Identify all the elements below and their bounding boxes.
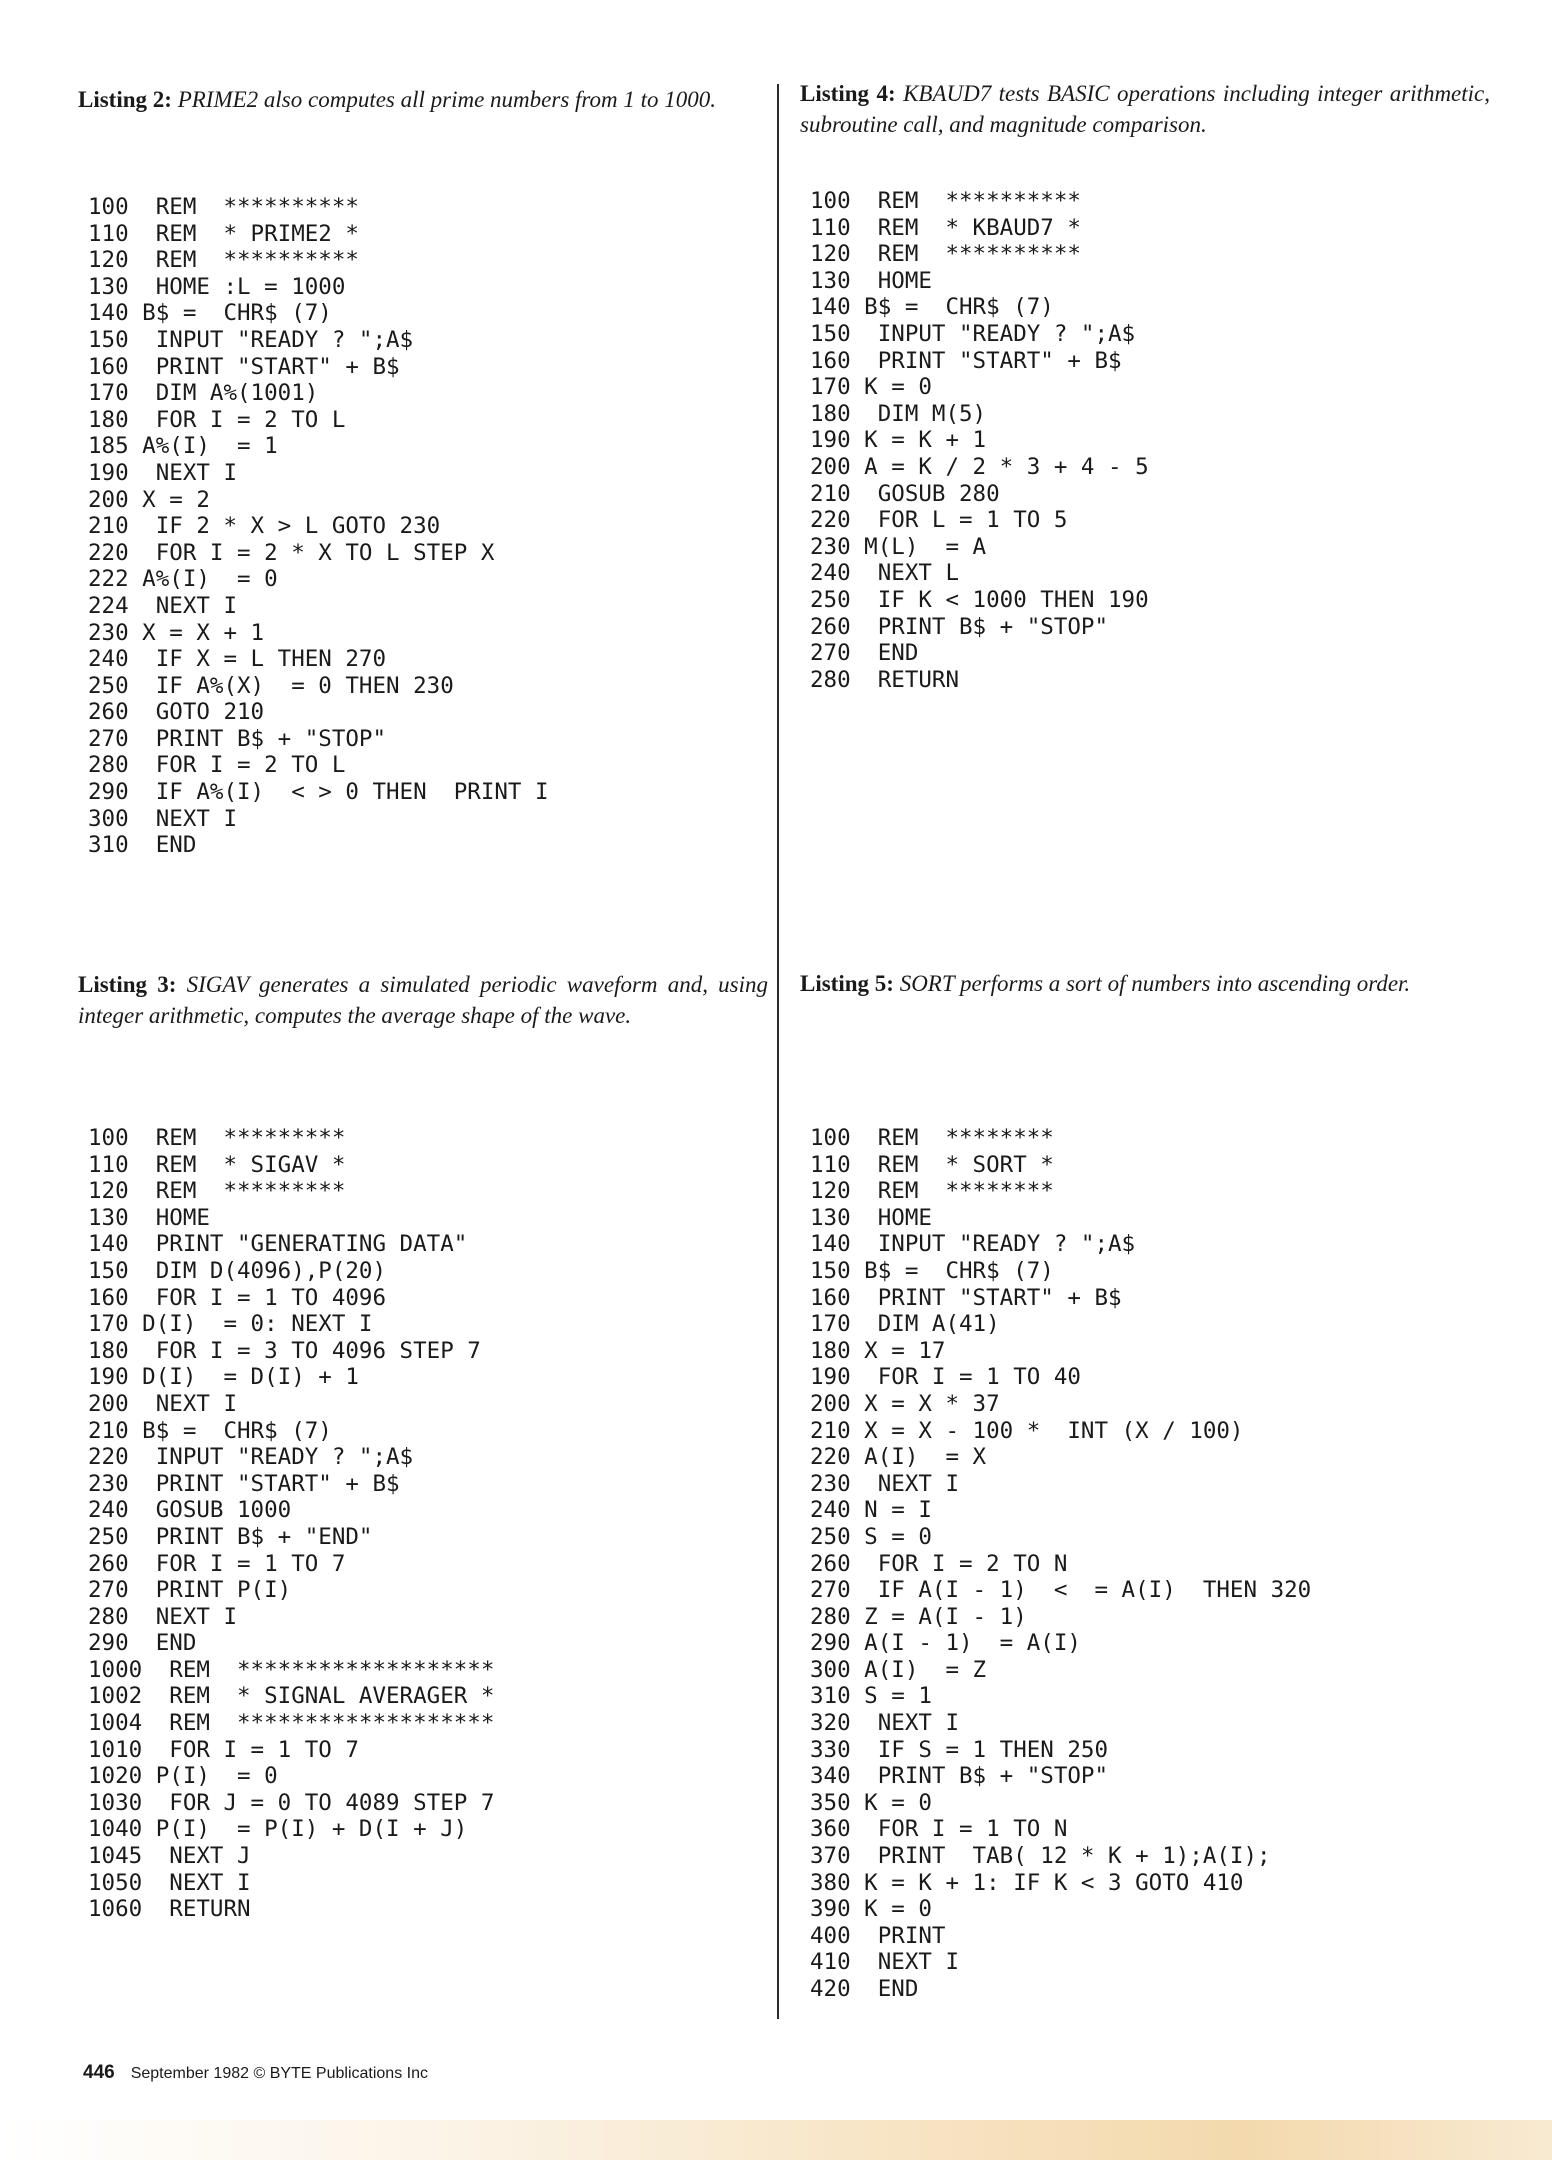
code-line: 370 PRINT TAB( 12 * K + 1);A(I); <box>810 1843 1271 1870</box>
code-line: 150 DIM D(4096),P(20) <box>88 1257 387 1284</box>
code-line: 280 Z = A(I - 1) <box>810 1603 1027 1630</box>
listing-2-caption-text: PRIME2 also computes all prime numbers from 1 to 1000. <box>177 87 717 112</box>
listing-5-caption-text: SORT performs a sort of numbers into ascending order. <box>899 971 1411 996</box>
column-divider <box>777 84 779 2019</box>
code-line: 310 S = 1 <box>810 1683 932 1710</box>
code-line: 190 FOR I = 1 TO 40 <box>810 1364 1081 1391</box>
code-line: 130 HOME <box>810 267 932 294</box>
code-line: 290 END <box>88 1630 197 1657</box>
code-line: 210 IF 2 * X > L GOTO 230 <box>88 513 441 540</box>
code-line: 1040 P(I) = P(I) + D(I + J) <box>88 1816 468 1843</box>
code-line: 200 A = K / 2 * 3 + 4 - 5 <box>810 453 1149 480</box>
code-line: 280 FOR I = 2 TO L <box>88 752 346 779</box>
code-line: 130 HOME <box>88 1204 210 1231</box>
code-line: 140 B$ = CHR$ (7) <box>810 294 1054 321</box>
listing-4-code <box>810 188 1149 693</box>
code-line: 180 FOR I = 2 TO L <box>88 406 346 433</box>
code-line: 222 A%(I) = 0 <box>88 566 278 593</box>
code-line: 270 PRINT B$ + "STOP" <box>88 725 387 752</box>
listing-3-code <box>88 1125 494 1923</box>
code-line: 300 NEXT I <box>88 805 238 832</box>
code-line: 1002 REM * SIGNAL AVERAGER * <box>88 1683 495 1710</box>
listing-5-code <box>810 1125 1311 2003</box>
listing-2-label: Listing 2: <box>78 87 172 112</box>
code-line: 220 FOR L = 1 TO 5 <box>810 507 1068 534</box>
listing-2 <box>78 84 768 859</box>
code-line: 100 REM ********** <box>88 194 359 220</box>
code-line: 260 PRINT B$ + "STOP" <box>810 613 1109 640</box>
paper-stain <box>0 2120 1552 2160</box>
listing-3-caption-text: SIGAV generates a simulated periodic waveform and, using integer arithmetic, computes the average shape of the wave. <box>78 972 768 1028</box>
code-line: 350 K = 0 <box>810 1789 932 1816</box>
listing-5-label: Listing 5: <box>800 971 894 996</box>
code-line: 100 REM ********* <box>88 1125 346 1151</box>
code-line: 180 FOR I = 3 TO 4096 STEP 7 <box>88 1337 481 1364</box>
code-line: 140 PRINT "GENERATING DATA" <box>88 1231 468 1258</box>
code-line: 330 IF S = 1 THEN 250 <box>810 1736 1109 1763</box>
code-line: 250 S = 0 <box>810 1523 932 1550</box>
code-line: 120 REM ********* <box>88 1178 346 1205</box>
code-line: 210 GOSUB 280 <box>810 480 1000 507</box>
code-line: 185 A%(I) = 1 <box>88 433 278 460</box>
code-line: 270 END <box>810 640 919 667</box>
code-line: 270 IF A(I - 1) < = A(I) THEN 320 <box>810 1577 1312 1604</box>
code-line: 160 PRINT "START" + B$ <box>810 347 1122 374</box>
code-line: 220 FOR I = 2 * X TO L STEP X <box>88 539 495 566</box>
code-line: 170 D(I) = 0: NEXT I <box>88 1311 373 1338</box>
code-line: 210 X = X - 100 * INT (X / 100) <box>810 1417 1244 1444</box>
code-line: 1050 NEXT I <box>88 1869 251 1896</box>
code-line: 400 PRINT <box>810 1922 946 1949</box>
code-line: 1000 REM ******************* <box>88 1656 495 1683</box>
code-line: 200 NEXT I <box>88 1390 238 1417</box>
listing-3 <box>78 969 768 1923</box>
code-line: 190 D(I) = D(I) + 1 <box>88 1364 359 1391</box>
code-line: 1004 REM ******************* <box>88 1710 495 1737</box>
code-line: 200 X = 2 <box>88 486 210 513</box>
code-line: 260 FOR I = 2 TO N <box>810 1550 1068 1577</box>
code-line: 1030 FOR J = 0 TO 4089 STEP 7 <box>88 1789 495 1816</box>
code-line: 130 HOME <box>810 1204 932 1231</box>
code-line: 300 A(I) = Z <box>810 1656 987 1683</box>
code-line: 310 END <box>88 832 197 859</box>
code-line: 1010 FOR I = 1 TO 7 <box>88 1736 359 1763</box>
code-line: 220 INPUT "READY ? ";A$ <box>88 1444 414 1471</box>
listing-5-caption <box>800 968 1490 999</box>
listing-3-label: Listing 3: <box>78 972 177 997</box>
listing-4-label: Listing 4: <box>800 81 896 106</box>
code-line: 180 X = 17 <box>810 1337 946 1364</box>
code-line: 280 RETURN <box>810 666 960 693</box>
code-line: 100 REM ********** <box>810 188 1081 214</box>
code-line: 170 DIM A(41) <box>810 1311 1000 1338</box>
code-line: 410 NEXT I <box>810 1949 960 1976</box>
code-line: 140 INPUT "READY ? ";A$ <box>810 1231 1136 1258</box>
code-line: 240 GOSUB 1000 <box>88 1497 292 1524</box>
code-line: 140 B$ = CHR$ (7) <box>88 300 332 327</box>
code-line: 160 FOR I = 1 TO 4096 <box>88 1284 387 1311</box>
code-line: 1060 RETURN <box>88 1896 251 1923</box>
code-line: 420 END <box>810 1976 919 2002</box>
listing-2-code <box>88 194 549 859</box>
listing-2-caption <box>78 84 768 115</box>
listing-4-caption <box>800 78 1490 140</box>
page-footer <box>83 2062 428 2084</box>
code-line: 390 K = 0 <box>810 1896 932 1923</box>
listing-3-caption <box>78 969 768 1031</box>
code-line: 170 K = 0 <box>810 374 932 401</box>
code-line: 150 INPUT "READY ? ";A$ <box>88 326 414 353</box>
code-line: 100 REM ******** <box>810 1125 1054 1151</box>
code-line: 120 REM ********** <box>810 241 1081 268</box>
code-line: 250 IF K < 1000 THEN 190 <box>810 586 1149 613</box>
code-line: 380 K = K + 1: IF K < 3 GOTO 410 <box>810 1869 1244 1896</box>
code-line: 230 PRINT "START" + B$ <box>88 1470 400 1497</box>
code-line: 220 A(I) = X <box>810 1444 987 1471</box>
listing-4 <box>800 78 1491 693</box>
code-line: 320 NEXT I <box>810 1710 960 1737</box>
code-line: 240 IF X = L THEN 270 <box>88 646 387 673</box>
code-line: 340 PRINT B$ + "STOP" <box>810 1763 1109 1790</box>
code-line: 250 PRINT B$ + "END" <box>88 1523 373 1550</box>
code-line: 130 HOME :L = 1000 <box>88 273 346 300</box>
code-line: 240 NEXT L <box>810 560 960 587</box>
code-line: 1045 NEXT J <box>88 1843 251 1870</box>
code-line: 160 PRINT "START" + B$ <box>810 1284 1122 1311</box>
code-line: 110 REM * KBAUD7 * <box>810 214 1081 241</box>
listing-5 <box>800 968 1490 2002</box>
footer-text: September 1982 © BYTE Publications Inc <box>130 2065 428 2082</box>
code-line: 180 DIM M(5) <box>810 400 987 427</box>
code-line: 230 NEXT I <box>810 1470 960 1497</box>
code-line: 290 A(I - 1) = A(I) <box>810 1630 1081 1657</box>
code-line: 260 FOR I = 1 TO 7 <box>88 1550 346 1577</box>
code-line: 150 INPUT "READY ? ";A$ <box>810 320 1136 347</box>
code-line: 170 DIM A%(1001) <box>88 380 319 407</box>
code-line: 150 B$ = CHR$ (7) <box>810 1257 1054 1284</box>
code-line: 200 X = X * 37 <box>810 1390 1000 1417</box>
code-line: 230 X = X + 1 <box>88 619 265 646</box>
listing-4-caption-text: KBAUD7 tests BASIC operations including integer arithmetic, subroutine call, and magnitude comparison. <box>800 81 1491 137</box>
code-line: 240 N = I <box>810 1497 932 1524</box>
code-line: 210 B$ = CHR$ (7) <box>88 1417 332 1444</box>
code-line: 110 REM * SORT * <box>810 1151 1054 1178</box>
code-line: 190 K = K + 1 <box>810 427 987 454</box>
code-line: 270 PRINT P(I) <box>88 1577 292 1604</box>
code-line: 1020 P(I) = 0 <box>88 1763 278 1790</box>
code-line: 160 PRINT "START" + B$ <box>88 353 400 380</box>
code-line: 110 REM * SIGAV * <box>88 1151 346 1178</box>
code-line: 290 IF A%(I) < > 0 THEN PRINT I <box>88 779 549 806</box>
code-line: 224 NEXT I <box>88 592 238 619</box>
code-line: 280 NEXT I <box>88 1603 238 1630</box>
code-line: 360 FOR I = 1 TO N <box>810 1816 1068 1843</box>
page-number: 446 <box>83 2062 115 2083</box>
code-line: 110 REM * PRIME2 * <box>88 220 359 247</box>
code-line: 260 GOTO 210 <box>88 699 265 726</box>
code-line: 120 REM ******** <box>810 1178 1054 1205</box>
code-line: 230 M(L) = A <box>810 533 987 560</box>
code-line: 120 REM ********** <box>88 247 359 274</box>
code-line: 190 NEXT I <box>88 459 238 486</box>
code-line: 250 IF A%(X) = 0 THEN 230 <box>88 672 454 699</box>
